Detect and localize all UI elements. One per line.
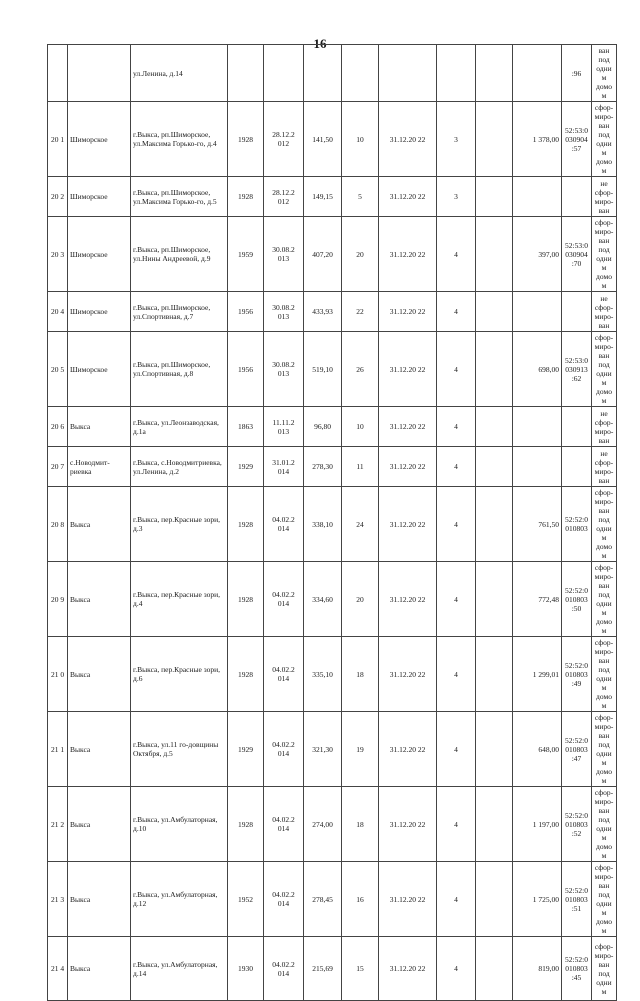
- area-cell: 407,20: [304, 217, 342, 292]
- flats-cell: 26: [342, 332, 379, 407]
- flats-cell: [342, 45, 379, 102]
- table-row: [48, 102, 617, 177]
- area-cell: 215,69: [304, 937, 342, 1001]
- class-cell: 4: [437, 447, 476, 487]
- year-cell: 1928: [228, 787, 264, 862]
- year-cell: 1928: [228, 562, 264, 637]
- address-cell: г.Выкса, ул.Леонзаводская, д.1а: [131, 407, 228, 447]
- locality-cell: Выкса: [68, 937, 131, 1001]
- locality-cell: Выкса: [68, 862, 131, 937]
- class-cell: 4: [437, 562, 476, 637]
- flats-cell: 24: [342, 487, 379, 562]
- empty-cell: [476, 937, 513, 1001]
- address-cell: г.Выкса, ул.Амбулаторная, д.14: [131, 937, 228, 1001]
- locality-cell: Шиморское: [68, 332, 131, 407]
- row-number: 21 1: [48, 712, 68, 787]
- flats-cell: 10: [342, 407, 379, 447]
- row-number: 20 1: [48, 102, 68, 177]
- row-number: 21 0: [48, 637, 68, 712]
- row-number: 20 4: [48, 292, 68, 332]
- cadastral-cell: 52:52:0 010803 :50: [562, 562, 592, 637]
- class-cell: 3: [437, 102, 476, 177]
- empty-cell: [476, 332, 513, 407]
- class-cell: 4: [437, 712, 476, 787]
- cadastral-cell: [562, 407, 592, 447]
- class-cell: 4: [437, 862, 476, 937]
- date-cell: 04.02.2 014: [264, 937, 304, 1001]
- date-cell: 04.02.2 014: [264, 787, 304, 862]
- flats-cell: 11: [342, 447, 379, 487]
- address-cell: г.Выкса, с.Новодмитриевка, ул.Ленина, д.2: [131, 447, 228, 487]
- row-number: 20 9: [48, 562, 68, 637]
- cost-cell: 819,00: [513, 937, 562, 1001]
- empty-cell: [476, 177, 513, 217]
- locality-cell: Выкса: [68, 712, 131, 787]
- cadastral-cell: [562, 447, 592, 487]
- year-cell: 1930: [228, 937, 264, 1001]
- table-row: [48, 487, 617, 562]
- area-cell: 278,30: [304, 447, 342, 487]
- area-cell: 278,45: [304, 862, 342, 937]
- locality-cell: Шиморское: [68, 102, 131, 177]
- locality-cell: Шиморское: [68, 217, 131, 292]
- area-cell: [304, 45, 342, 102]
- class-cell: 4: [437, 487, 476, 562]
- land-status-cell: сфор-миро-ван под одним домом: [592, 332, 617, 407]
- date-cell: 30.08.2 013: [264, 292, 304, 332]
- empty-cell: [476, 407, 513, 447]
- empty-cell: [476, 637, 513, 712]
- land-status-cell: сфор-миро-ван под одним домом: [592, 637, 617, 712]
- date-cell: 04.02.2 014: [264, 562, 304, 637]
- until-date-cell: 31.12.20 22: [379, 712, 437, 787]
- table-row: [48, 447, 617, 487]
- row-number: 21 4: [48, 937, 68, 1001]
- locality-cell: [68, 45, 131, 102]
- year-cell: 1959: [228, 217, 264, 292]
- land-status-cell: сфор-миро-ван под одним домом: [592, 562, 617, 637]
- flats-cell: 18: [342, 637, 379, 712]
- date-cell: 04.02.2 014: [264, 712, 304, 787]
- table-row: [48, 712, 617, 787]
- address-cell: г.Выкса, ул.11 го-довщины Октября, д.5: [131, 712, 228, 787]
- row-number: [48, 45, 68, 102]
- cost-cell: [513, 177, 562, 217]
- cadastral-cell: 52:52:0 010803 :49: [562, 637, 592, 712]
- locality-cell: с.Новодмит-риевка: [68, 447, 131, 487]
- empty-cell: [476, 102, 513, 177]
- table-row: [48, 332, 617, 407]
- until-date-cell: 31.12.20 22: [379, 332, 437, 407]
- until-date-cell: 31.12.20 22: [379, 407, 437, 447]
- date-cell: 11.11.2 013: [264, 407, 304, 447]
- land-status-cell: сфор-миро-ван под одним домом: [592, 102, 617, 177]
- address-cell: г.Выкса, рп.Шиморское, ул.Нины Андреевой, д.9: [131, 217, 228, 292]
- row-number: 20 8: [48, 487, 68, 562]
- housing-registry-table: [47, 44, 617, 1001]
- area-cell: 274,00: [304, 787, 342, 862]
- address-cell: г.Выкса, пер.Красные зори, д.4: [131, 562, 228, 637]
- empty-cell: [476, 292, 513, 332]
- empty-cell: [476, 45, 513, 102]
- date-cell: [264, 45, 304, 102]
- row-number: 21 2: [48, 787, 68, 862]
- until-date-cell: 31.12.20 22: [379, 637, 437, 712]
- until-date-cell: 31.12.20 22: [379, 102, 437, 177]
- cadastral-cell: 52:52:0 010803 :52: [562, 787, 592, 862]
- year-cell: 1956: [228, 292, 264, 332]
- table-row: [48, 177, 617, 217]
- area-cell: 338,10: [304, 487, 342, 562]
- area-cell: 433,93: [304, 292, 342, 332]
- until-date-cell: 31.12.20 22: [379, 937, 437, 1001]
- land-status-cell: не сфор-миро-ван: [592, 292, 617, 332]
- cadastral-cell: 52:52:0 010803 :45: [562, 937, 592, 1001]
- land-status-cell: сфор-миро-ван под одним домом: [592, 862, 617, 937]
- until-date-cell: 31.12.20 22: [379, 862, 437, 937]
- class-cell: 4: [437, 787, 476, 862]
- land-status-cell: ван под одним домом: [592, 45, 617, 102]
- empty-cell: [476, 217, 513, 292]
- table-row: [48, 862, 617, 937]
- cadastral-cell: 52:53:0 030904 :57: [562, 102, 592, 177]
- cost-cell: 648,00: [513, 712, 562, 787]
- class-cell: 3: [437, 177, 476, 217]
- date-cell: 28.12.2 012: [264, 102, 304, 177]
- until-date-cell: 31.12.20 22: [379, 292, 437, 332]
- land-status-cell: сфор-миро-ван под одним домом: [592, 712, 617, 787]
- area-cell: 335,10: [304, 637, 342, 712]
- registry-body: [48, 45, 617, 1001]
- land-status-cell: сфор-миро-ван под одним домом: [592, 487, 617, 562]
- address-cell: г.Выкса, рп.Шиморское, ул.Максима Горько-го, д.5: [131, 177, 228, 217]
- year-cell: 1863: [228, 407, 264, 447]
- date-cell: 04.02.2 014: [264, 637, 304, 712]
- cadastral-cell: 52:53:0 030904 :70: [562, 217, 592, 292]
- class-cell: 4: [437, 937, 476, 1001]
- year-cell: 1928: [228, 487, 264, 562]
- flats-cell: 5: [342, 177, 379, 217]
- locality-cell: Шиморское: [68, 292, 131, 332]
- locality-cell: Выкса: [68, 407, 131, 447]
- table-row: [48, 407, 617, 447]
- cost-cell: 698,00: [513, 332, 562, 407]
- row-number: 20 5: [48, 332, 68, 407]
- empty-cell: [476, 712, 513, 787]
- class-cell: 4: [437, 292, 476, 332]
- land-status-cell: сфор-миро-ван под одним домом: [592, 217, 617, 292]
- area-cell: 96,80: [304, 407, 342, 447]
- area-cell: 321,30: [304, 712, 342, 787]
- cost-cell: 1 378,00: [513, 102, 562, 177]
- table-row: [48, 787, 617, 862]
- date-cell: 04.02.2 014: [264, 862, 304, 937]
- land-status-cell: не сфор-миро-ван: [592, 407, 617, 447]
- flats-cell: 15: [342, 937, 379, 1001]
- date-cell: 31.01.2 014: [264, 447, 304, 487]
- address-cell: ул.Ленина, д.14: [131, 45, 228, 102]
- locality-cell: Выкса: [68, 637, 131, 712]
- area-cell: 141,50: [304, 102, 342, 177]
- class-cell: 4: [437, 407, 476, 447]
- cadastral-cell: :96: [562, 45, 592, 102]
- table-row: [48, 217, 617, 292]
- until-date-cell: 31.12.20 22: [379, 447, 437, 487]
- cadastral-cell: [562, 177, 592, 217]
- area-cell: 149,15: [304, 177, 342, 217]
- flats-cell: 20: [342, 217, 379, 292]
- row-number: 20 3: [48, 217, 68, 292]
- area-cell: 519,10: [304, 332, 342, 407]
- until-date-cell: 31.12.20 22: [379, 562, 437, 637]
- empty-cell: [476, 447, 513, 487]
- until-date-cell: 31.12.20 22: [379, 487, 437, 562]
- cost-cell: 397,00: [513, 217, 562, 292]
- land-status-cell: сфор-миро-ван под одним: [592, 937, 617, 1001]
- until-date-cell: 31.12.20 22: [379, 177, 437, 217]
- flats-cell: 20: [342, 562, 379, 637]
- cost-cell: [513, 292, 562, 332]
- date-cell: 04.02.2 014: [264, 487, 304, 562]
- year-cell: 1956: [228, 332, 264, 407]
- year-cell: 1929: [228, 447, 264, 487]
- class-cell: 4: [437, 217, 476, 292]
- cadastral-cell: 52:52:0 010803: [562, 487, 592, 562]
- address-cell: г.Выкса, ул.Амбулаторная, д.10: [131, 787, 228, 862]
- flats-cell: 16: [342, 862, 379, 937]
- date-cell: 30.08.2 013: [264, 217, 304, 292]
- locality-cell: Выкса: [68, 487, 131, 562]
- cost-cell: 761,50: [513, 487, 562, 562]
- address-cell: г.Выкса, пер.Красные зори, д.6: [131, 637, 228, 712]
- cost-cell: 1 299,01: [513, 637, 562, 712]
- year-cell: 1928: [228, 637, 264, 712]
- until-date-cell: [379, 45, 437, 102]
- cadastral-cell: 52:52:0 010803 :51: [562, 862, 592, 937]
- table-row: [48, 292, 617, 332]
- address-cell: г.Выкса, рп.Шиморское, ул.Максима Горько-го, д.4: [131, 102, 228, 177]
- land-status-cell: не сфор-миро-ван: [592, 177, 617, 217]
- flats-cell: 18: [342, 787, 379, 862]
- date-cell: 30.08.2 013: [264, 332, 304, 407]
- locality-cell: Выкса: [68, 562, 131, 637]
- table-row: [48, 562, 617, 637]
- cost-cell: 772,48: [513, 562, 562, 637]
- year-cell: 1929: [228, 712, 264, 787]
- class-cell: [437, 45, 476, 102]
- year-cell: 1952: [228, 862, 264, 937]
- cost-cell: 1 197,00: [513, 787, 562, 862]
- page-number: 16: [313, 36, 327, 51]
- empty-cell: [476, 487, 513, 562]
- cadastral-cell: 52:53:0 030913 :62: [562, 332, 592, 407]
- empty-cell: [476, 787, 513, 862]
- class-cell: 4: [437, 637, 476, 712]
- table-row: [48, 637, 617, 712]
- flats-cell: 19: [342, 712, 379, 787]
- row-number: 20 2: [48, 177, 68, 217]
- locality-cell: Шиморское: [68, 177, 131, 217]
- row-number: 20 6: [48, 407, 68, 447]
- address-cell: г.Выкса, ул.Амбулаторная, д.12: [131, 862, 228, 937]
- cost-cell: [513, 407, 562, 447]
- year-cell: 1928: [228, 102, 264, 177]
- row-number: 21 3: [48, 862, 68, 937]
- area-cell: 334,60: [304, 562, 342, 637]
- cost-cell: [513, 447, 562, 487]
- date-cell: 28.12.2 012: [264, 177, 304, 217]
- until-date-cell: 31.12.20 22: [379, 787, 437, 862]
- empty-cell: [476, 562, 513, 637]
- land-status-cell: не сфор-миро-ван: [592, 447, 617, 487]
- row-number: 20 7: [48, 447, 68, 487]
- empty-cell: [476, 862, 513, 937]
- address-cell: г.Выкса, пер.Красные зори, д.3: [131, 487, 228, 562]
- cadastral-cell: [562, 292, 592, 332]
- address-cell: г.Выкса, рп.Шиморское, ул.Спортивная, д.8: [131, 332, 228, 407]
- year-cell: [228, 45, 264, 102]
- flats-cell: 22: [342, 292, 379, 332]
- cost-cell: [513, 45, 562, 102]
- cost-cell: 1 725,00: [513, 862, 562, 937]
- locality-cell: Выкса: [68, 787, 131, 862]
- table-row: [48, 937, 617, 1001]
- cadastral-cell: 52:52:0 010803 :47: [562, 712, 592, 787]
- table-row: [48, 45, 617, 102]
- flats-cell: 10: [342, 102, 379, 177]
- year-cell: 1928: [228, 177, 264, 217]
- until-date-cell: 31.12.20 22: [379, 217, 437, 292]
- address-cell: г.Выкса, рп.Шиморское, ул.Спортивная, д.7: [131, 292, 228, 332]
- class-cell: 4: [437, 332, 476, 407]
- land-status-cell: сфор-миро-ван под одним домом: [592, 787, 617, 862]
